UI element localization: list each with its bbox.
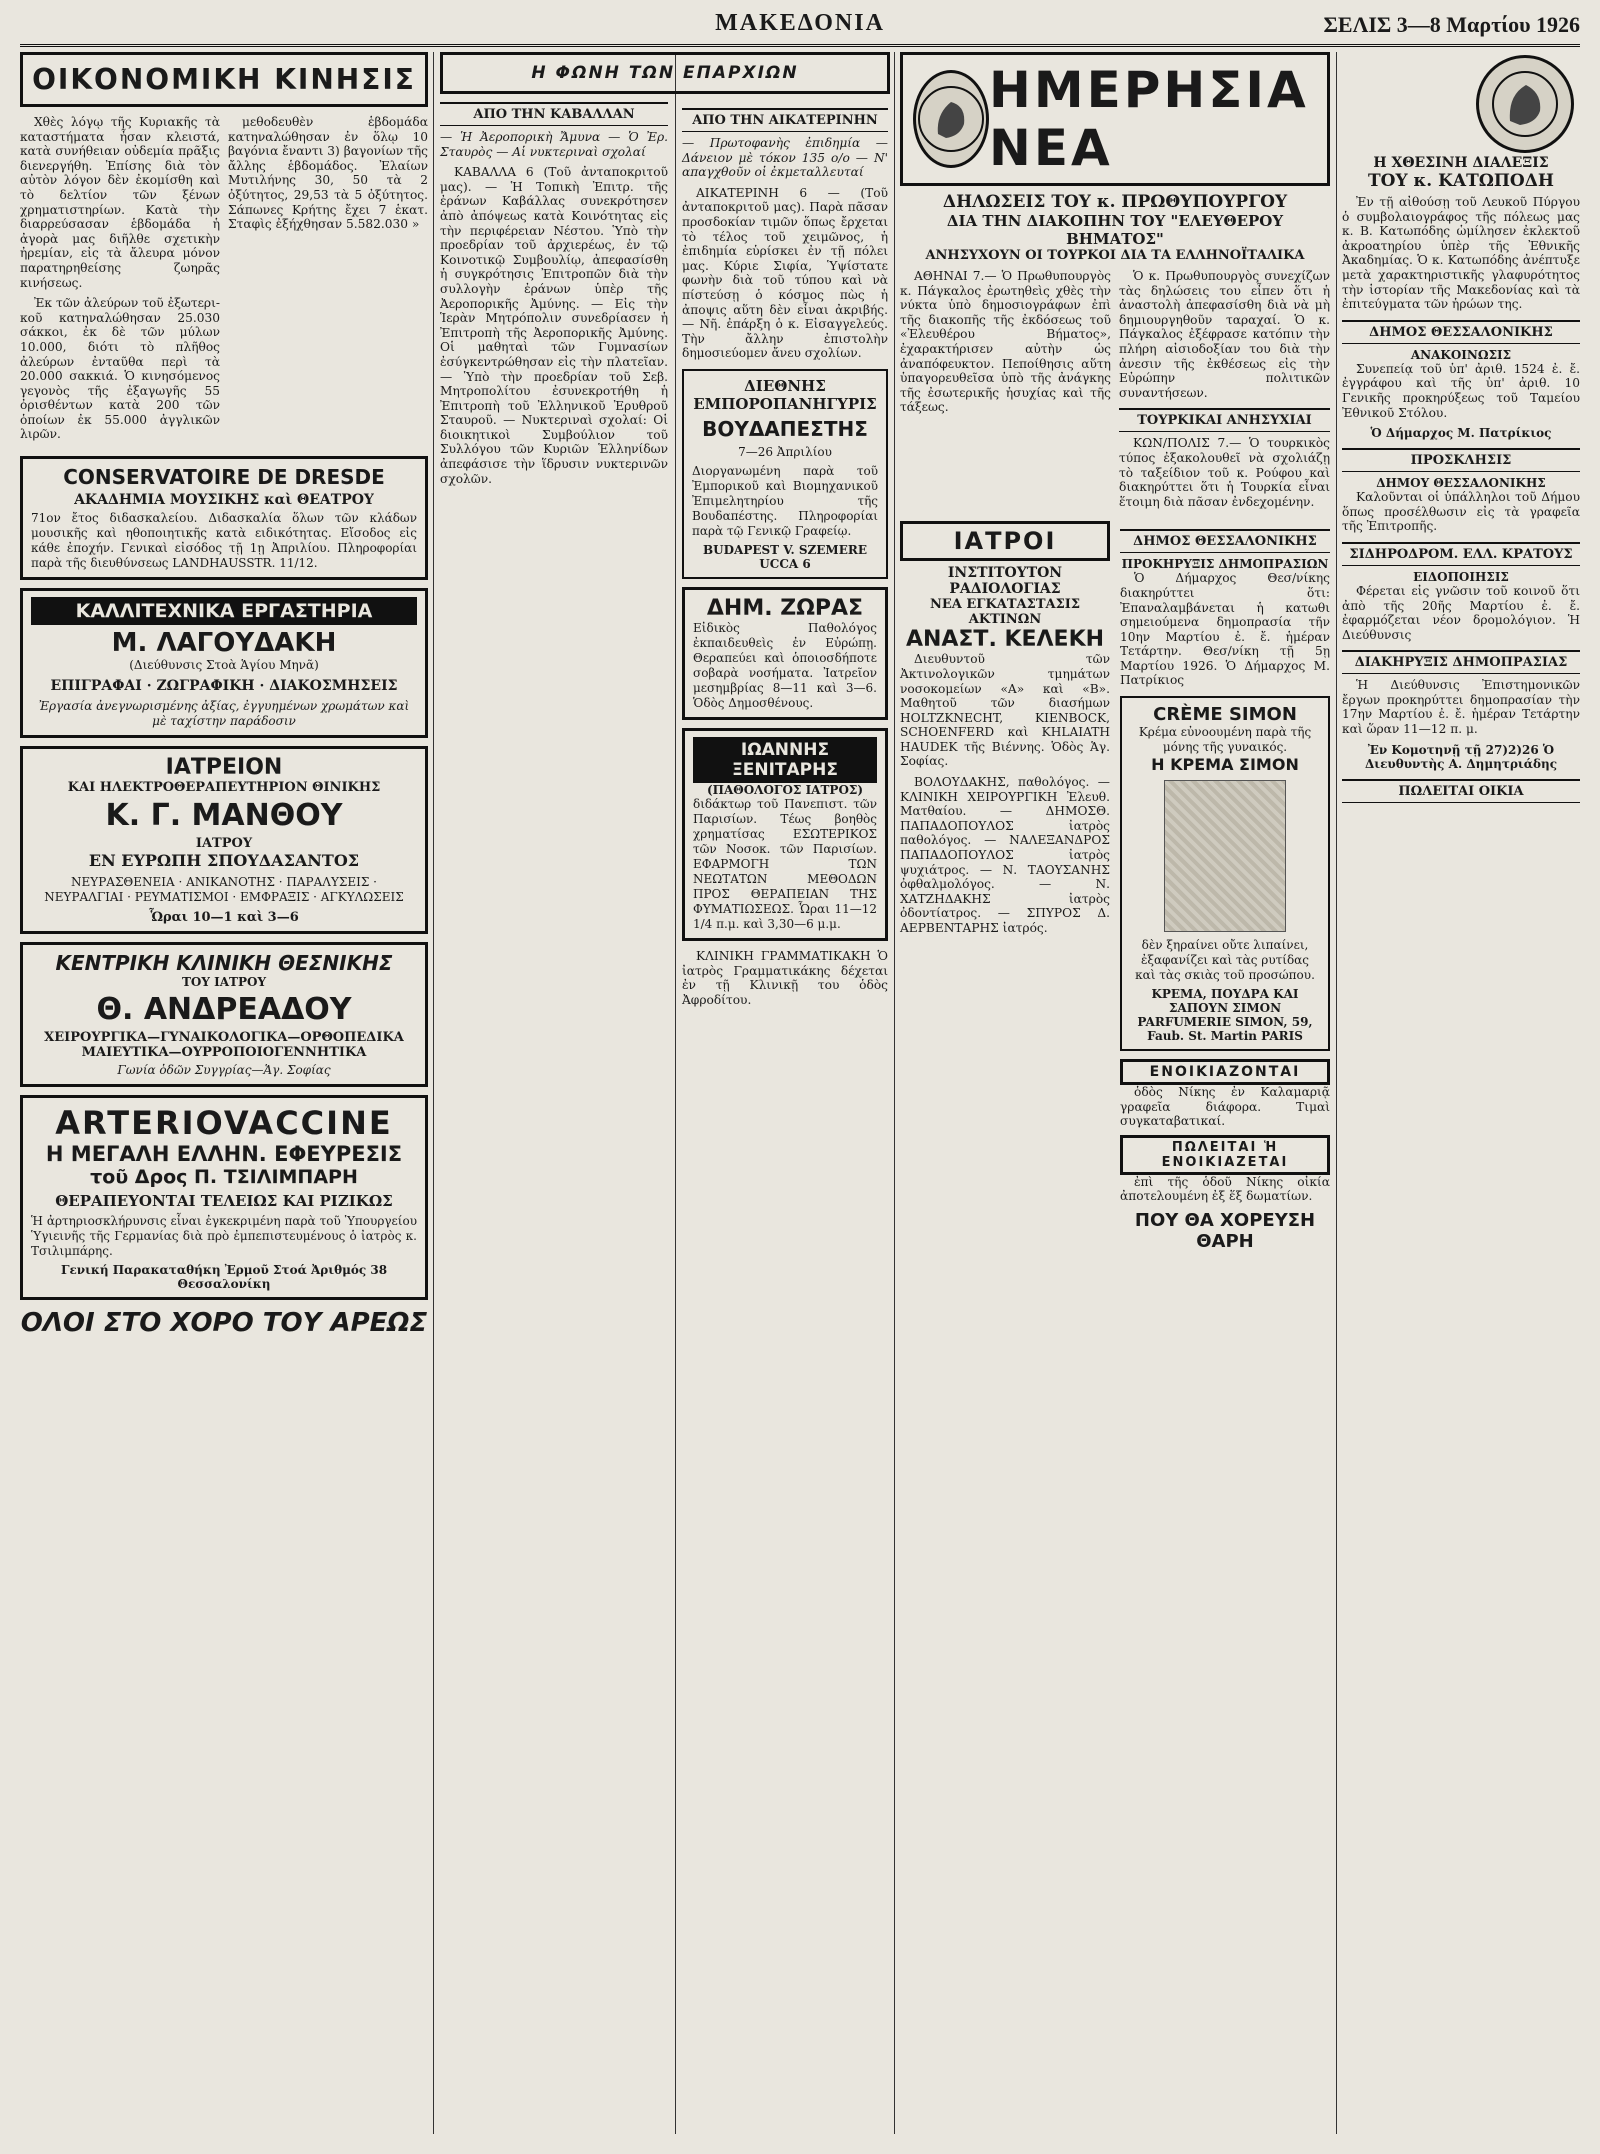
section-subheading: ΑΝΑΚΟΙΝΩΣΙΣ [1410,347,1512,362]
ad-name: Η ΚΡΕΜΑ ΣΙΜΟΝ [1151,755,1299,775]
daily-news-banner [900,52,1330,186]
ad-city: ΒΟΥΔΑΠΕΣΤΗΣ [702,416,868,441]
ad-clinic-manthou [20,746,428,934]
ad-address: BUDAPEST V. SZEMERE UCCA 6 [703,542,867,571]
section-heading: ΤΟΥΡΚΙΚΑΙ ΑΝΗΣΥΧΙΑΙ [1119,408,1330,432]
section-heading: ΔΗΜΟΣ ΘΕΣΣΑΛΟΝΙΚΗΣ [1342,320,1580,344]
ad-arteriovaccine [20,1095,428,1300]
ad-address: Γωνία ὁδῶν Συγγρίας—Ἁγ. Σοφίας [117,1063,331,1078]
ad-title: CRÈME SIMON [1153,704,1297,726]
section-heading: ΑΠΟ ΤΗΝ ΑΙΚΑΤΕΡΙΝΗΝ [682,108,888,132]
section-heading: ΑΠΟ ΤΗΝ ΚΑΒΑΛΛΑΝ [440,102,668,126]
ad-conservatoire [20,456,428,580]
column-daily-news [900,52,1330,2134]
ad-text: δὲν ξηραίνει οὔτε λιπαίνει, ἐξαφανίζει καὶ τὰς ρυτίδας καὶ τὰς σκιὰς τοῦ προσώπου. [1135,938,1315,983]
lead-headline: ΔΙΑ ΤΗΝ ΔΙΑΚΟΠΗΝ ΤΟΥ "ΕΛΕΥΘΕΡΟΥ ΒΗΜΑΤΟΣ" [946,212,1284,248]
article-text: ΑΙΚΑΤΕΡΙΝΗ 6 — (Τοῦ ἀνταποκριτοῦ μας). Παρὰ πᾶσαν προσδοκίαν τιμῶν ὅπως ἔρχεται τὸ τέλος τοῦ χειμῶνος, ἡ ἐπιδημία εὑρίσκει ἐν τῇ πόλει μας. Κύριε Σιφία, Ὑψίστατε φωνὴν διὰ τοῦ τύπου καὶ νὰ πίστεύσῃ ὁ κόσμος πὼς ἡ ἀποψις αὕτη δὲν εἶναι ἀκριβής. — Νῆ. ἐπάρξη ὁ κ. Εἰσαγγελεύς. Τὴν ἄλλην ἐπιστολὴν δημοσιεύομεν ἄνευ σχολίων. [682,185,888,361]
signature: Ἐν Κομοτηνῇ τῇ 27)2)26 Ὁ Διευθυντὴς Α. Δημητριάδης [1364,742,1558,771]
lead-headline: ΔΗΛΩΣΕΙΣ ΤΟΥ κ. ΠΡΩΘΥΠΟΥΡΓΟΥ [942,192,1288,212]
ad-address: (Διεύθυνσις Στοὰ Ἁγίου Μηνᾶ) [129,658,319,673]
economy-text: Χθὲς λόγῳ τῆς Κυριακῆς τὰ καταστήματα ἦσαν κλειστά, κατὰ συνήθειαν οὐδεμία πρᾶξις διενεργήθη. Ἐπίσης διὰ τὸν αὐτὸν λόγον δὲν ἐκομίσθη καὶ τὸ δελτίον τῶν ξένων χρηματιστηρίων. Κατὰ τὴν διαρρεύσασαν ἑβδομάδα ἡ ἀγορὰ μας διῆλθε σχετικὴν ἠρεμίαν, εἰς τὰ ἄλευρα μόνον παρατηρηθείσης ζωηρᾶς κινήσεως. [20,115,220,290]
ad-specialties: ΧΕΙΡΟΥΡΓΙΚΑ—ΓΥΝΑΙΚΟΛΟΓΙΚΑ—ΟΡΘΟΠΕΔΙΚΑ ΜΑΙΕΥΤΙΚΑ—ΟΥΡΡΟΠΟΙΟΓΕΝΝΗΤΙΚΑ [44,1030,404,1061]
philip-coin-icon [913,70,989,168]
section-heading: ΔΙΑΚΗΡΥΞΙΣ ΔΗΜΟΠΡΑΣΙΑΣ [1342,650,1580,674]
sale-text: ἐπὶ τῆς ὁδοῦ Νίκης οἰκία ἀποτελουμένη ἐξ ἕξ δωματίων. [1120,1174,1330,1204]
ad-hours: Ὧραι 10—1 καὶ 3—6 [149,910,299,926]
ad-shop: ΚΡΕΜΑ, ΠΟΥΔΡΑ ΚΑΙ ΣΑΠΟΥΝ ΣΙΜΟΝ PARFUMERIE SIMON, 59, Faub. St. Martin PARIS [1137,987,1313,1044]
newspaper-title: ΜΑΚΕΔΟΝΙΑ [715,10,885,36]
ad-role: (ΠΑΘΟΛΟΓΟΣ ΙΑΤΡΟΣ) [706,782,864,797]
institute-heading: ΙΝΣΤΙΤΟΥΤΟΝ ΡΑΔΙΟΛΟΓΙΑΣ [947,565,1063,598]
article-text: ΚΑΒΑΛΛΑ 6 (Τοῦ ἀνταποκριτοῦ μας). — Ἡ Τοπικὴ Ἐπιτρ. τῆς ἐράνων Καβάλλας συνεκρότησεν ἀπὸ ἀπόψεως κατὰ Κοινότητας εἰς τὴν περιφέρειαν Νέστου. Ὑπὸ τὴν προεδρίαν τοῦ ἀρχιερέως, ἐν τῷ Κοινοτικῷ Συμβουλίῳ, ἀπεφασίσθη ἡ συγκρότησις Ἐπιτροπῶν διὰ τὴν συλλογὴν ἐράνων ὑπὲρ τῆς Ἀεροπορικῆς Ἀμύνης. — Εἰς τὴν Ἱερὰν Μητρόπολιν συνεδρίασεν ἡ Ἐπιτροπὴ τῆς Ἀεροπορικῆς Ἀμύνης. Οἱ μαθηταὶ τῶν Γυμνασίων ἐσύγκεντρώθησαν εἰς τὴν πλατεῖαν. — Ὑπὸ τὴν προεδρίαν τοῦ Σεβ. Μητροπολίτου ἐσυνεκροτήθη ἡ Ἐπιτροπὴ τοῦ Ἐλληνικοῦ Ἐρυθροῦ Σταυροῦ. — Νυκτεριναὶ σχολαί: Οἱ διοικητικοὶ Συμβούλιον τοῦ Συλλόγου τῶν Κυριῶν Ἑλληνίδων ἀπεφάσισε τὴν ἵδρυσιν νυκτερινῶν σχολῶν. [440,165,668,486]
ad-role: ΙΑΤΡΟΥ [195,836,253,852]
rent-text: ὁδὸς Νίκης ἐν Καλαμαριᾷ γραφεῖα διάφορα. Τιμαὶ συγκαταβατικαί. [1120,1085,1330,1129]
column-right [1342,155,1580,2134]
ad-subtitle: ΑΚΑΔΗΜΙΑ ΜΟΥΣΙΚΗΣ καὶ ΘΕΑΤΡΟΥ [74,492,374,509]
section-heading: ΠΩΛΕΙΤΑΙ ΟΙΚΙΑ [1342,779,1580,803]
ad-subtitle: Κρέμα εὐνοουμένη παρὰ τῆς μόνης τῆς γυναικός. [1138,725,1312,755]
signature: Ὁ Δήμαρχος Μ. Πατρίκιος [1370,426,1552,441]
ad-doctor-zoras [682,587,888,720]
doctors-list: ΒΟΛΟΥΔΑΚΗΣ, παθολόγος. — ΚΛΙΝΙΚΗ ΧΕΙΡΟΥΡΓΙΚΗ Ἐλευθ. Ματθαίου. — ΔΗΜΟΣΘ. ΠΑΠΑΔΟΠΟΥΛΟΣ ἰατρὸς παθολόγος. — ΝΑΛΕΞΑΝΔΡΟΣ ΠΑΠΑΔΟΠΟΥΛΟΣ ἰατρὸς ψυχιάτρος. — Ν. ΤΑΟΥΣΑΝΗΣ ὀφθαλμολόγος. — Ν. ΧΑΤΖΗΔΑΚΗΣ ἰατρὸς ὀδοντίατρος. — ΣΠΥΡΟΣ Δ. ΑΕΡΒΕΝΤΑΡΗΣ ἰατρός. [900,775,1110,935]
ad-title: ΔΗΜ. ΖΩΡΑΣ [706,595,864,621]
article-text: Ἡ Διεύθυνσις Ἐπιστημονικῶν ἔργων προκηρύττει δημοπρασίαν τὴν 17ην Μαρτίου ἐ. ἔ. ἡμέραν Τετάρτην καὶ ὥραν 11—12 π. μ. [1342,678,1580,737]
article-text: Καλοῦνται οἱ ὑπάλληλοι τοῦ Δήμου ὅπως προσέλθωσιν εἰς τὰ γραφεῖα τῆς Ἐπιτροπῆς. [1342,490,1580,534]
ad-text: Εἰδικὸς Παθολόγος ἐκπαιδευθεὶς ἐν Εὐρώπῃ. Θεραπεύει καὶ ὁποιοσδήποτε σοβαρὰ νοσήματα. Ἰατρεῖον μεσημβρίας 8—11 καὶ 3—6. Ὁδὸς Δημοσθένους. [693,620,877,710]
ad-subtitle: Η ΜΕΓΑΛΗ ΕΛΛΗΝ. ΕΦΕΥΡΕΣΙΣ [45,1142,403,1167]
ad-study: ΕΝ ΕΥΡΩΠΗ ΣΠΟΥΔΑΣΑΝΤΟΣ [88,851,360,871]
footer-banner: ΟΛΟΙ ΣΤΟ ΧΟΡΟ ΤΟΥ ΑΡΕΩΣ [20,1308,428,1339]
section-bullets: — Πρωτοφανὴς ἐπιδημία — Δάνειον μὲ τόκον 135 ο/ο — Ν' απαγχθοῦν οἱ ἐκμεταλλευταί [682,136,888,180]
lecture-headline: Η ΧΘΕΣΙΝΗ ΔΙΑΛΕΞΙΣ [1373,155,1549,171]
economy-header: ΟΙΚΟΝΟΜΙΚΗ ΚΙΝΗΣΙΣ [20,52,428,107]
section-subheading: ΔΗΜΟΥ ΘΕΣΣΑΛΟΝΙΚΗΣ [1376,476,1546,491]
lead-subheadline: ΑΝΗΣΥΧΟΥΝ ΟΙ ΤΟΥΡΚΟΙ ΔΙΑ ΤΑ ΕΛΛΗΝΟΪΤΑΛΙΚΑ [925,248,1305,263]
ad-subtitle: ΚΑΙ ΗΛΕΚΤΡΟΘΕΡΑΠΕΥΤΗΡΙΟΝ ΘΙΝΙΚΗΣ [67,780,381,796]
ad-name: Κ. Γ. ΜΑΝΘΟΥ [105,798,343,834]
ad-dates: 7—26 Ἀπριλίου [738,444,832,459]
lead-text: Ὁ κ. Πρωθυπουργὸς συνεχίζων τὰς δηλώσεις του εἶπεν ὅτι ἡ ἀναστολὴ ἀπεφασίσθη διὰ νὰ μὴ δημιουργηθοῦν ταραχαί. Ὁ κ. Πάγκαλος ἐξέφρασε κατόπιν τὴν πλήρη αἰσιοδοξίαν του διὰ τὴν ἀνεσιν τῆς ἐκθέσεως εἰς τὴν Εὐρώπην πολιτικῶν συναντήσεων. [1119,269,1330,400]
column-rule [1336,52,1337,2134]
section-subheading: ΕΙΔΟΠΟΙΗΣΙΣ [1413,569,1509,584]
column-economy [20,52,428,2134]
column-rule [675,52,676,2134]
column-rule [894,52,895,2134]
sale-header: ΠΩΛΕΙΤΑΙ Ἡ ΕΝΟΙΚΙΑΖΕΤΑΙ [1120,1135,1330,1175]
masthead [20,8,1580,47]
footer-banner: ΠΟΥ ΘΑ ΧΟΡΕΥΣΗ ΘΑΡΗ [1134,1210,1316,1253]
ad-clinic-andreadou [20,942,428,1087]
ad-creme-simon [1120,696,1330,1051]
ad-title: ΙΑΤΡΕΙΟΝ [165,755,283,781]
section-heading: ΣΙΔΗΡΟΔΡΟΜ. ΕΛΛ. ΚΡΑΤΟΥΣ [1342,542,1580,566]
lecture-headline: ΤΟΥ κ. ΚΑΤΩΠΟΔΗ [1368,171,1554,191]
ad-name: Μ. ΛΑΓΟΥΔΑΚΗ [111,628,337,659]
ad-name: Θ. ΑΝΔΡΕΑΔΟΥ [96,992,352,1028]
ad-small-clinic: ΚΛΙΝΙΚΗ ΓΡΑΜΜΑΤΙΚΑΚΗ Ὁ ἰατρὸς Γραμματικάκης δέχεται ἐν τῇ Κλινικῇ του ὁδὸς Ἀφροδίτου. [682,948,888,1007]
ad-list: ΝΕΥΡΑΣΘΕΝΕΙΑ · ΑΝΙΚΑΝΟΤΗΣ · ΠΑΡΑΛΥΣΕΙΣ · ΝΕΥΡΑΛΓΙΑΙ · ΡΕΥΜΑΤΙΣΜΟΙ · ΕΜΦΡΑΞΙΣ · ΑΓΚΥΛΩΣΕΙΣ [44,875,404,905]
column-rule [433,52,434,2134]
ad-cure: ΘΕΡΑΠΕΥΟΝΤΑΙ ΤΕΛΕΙΩΣ ΚΑΙ ΡΙΖΙΚΩΣ [55,1192,393,1211]
ad-budapest-fair [682,369,888,579]
section-subheading: ΠΡΟΚΗΡΥΞΙΣ ΔΗΜΟΠΡΑΣΙΩΝ [1121,557,1329,572]
section-bullets: — Ἡ Ἀεροπορικὴ Ἄμυνα — Ὁ Ἐρ. Σταυρὸς — Αἱ νυκτεριναὶ σχολαί [440,130,668,159]
provinces-header: Η ΦΩΝΗ ΤΩΝ ΕΠΑΡΧΙΩΝ [440,52,890,94]
rent-header: ΕΝΟΙΚΙΑΖΟΝΤΑΙ [1120,1059,1330,1085]
article-text: Φέρεται εἰς γνῶσιν τοῦ κοινοῦ ὅτι ἀπὸ τῆς 20ῆς Μαρτίου ἐ. ἔ. ἐφαρμόζεται νέον δρομολόγιον. Ἡ Διεύθυνσις [1342,583,1580,642]
article-text: Συνεπείᾳ τοῦ ὑπ' ἀριθ. 1524 ἐ. ἔ. ἐγγράφου καὶ τῆς ὑπ' ἀριθ. 10 Γενικῆς προκηρύξεως τοῦ Ταμείου Ἐθνικοῦ Στόλου. [1342,361,1580,420]
ad-role: ΤΟΥ ΙΑΤΡΟΥ [181,975,267,990]
ad-services: ΕΠΙΓΡΑΦΑΙ · ΖΩΓΡΑΦΙΚΗ · ΔΙΑΚΟΣΜΗΣΕΙΣ [50,678,398,695]
economy-text: μεθοδευθὲν ἑβδομάδα κατηναλώθησαν ἐν ὅλῳ 10 βαγόνια ἔναντι 3) βαγονίων τῆς ἄλλης ἑβδομάδος. Ἐλαίων Μυτιλήνης 30, 50 τὰ 2 ὀξύτητος, 29,53 τὰ 5 ὀξύτητος. Σάπωνες Κρήτης ἔχει 7 ἑκατ. Σταφὶς ἐξήχθησαν 5.582.030 » [228,115,428,232]
ad-text: Διοργανωμένη παρὰ τοῦ Ἐμπορικοῦ καὶ Βιομηχανικοῦ Ἐπιμελητηρίου τῆς Βουδαπέστης. Πληροφορίαι παρὰ τῷ Γενικῷ Γραφείῳ. [692,463,878,538]
ad-agent: Γενική Παρακαταθήκη Ἐρμοῦ Στοά Ἀριθμός 38 Θεσσαλονίκη [60,1263,388,1292]
article-text: Ὁ Δήμαρχος Θεσ/νίκης διακηρύττει ὅτι: Ἐπαναλαμβάνεται ἡ κατωθι σημειούμενα δημοπρασία τῆν 10ην Μαρτίου ἐ. ἔ. ἡμέραν Τετάρτην. Θεσ/νίκη τῇ 5ῃ Μαρτίου 1926. Ὁ Δήμαρχος Μ. Πατρίκιος [1120,571,1330,688]
lecture-text: Ἐν τῇ αἰθούσῃ τοῦ Λευκοῦ Πύργου ὁ συμβολαιογράφος τῆς πόλεως μας κ. Β. Κατωπόδης ὡμίλησεν ἐκλεκτοῦ ἀκροατηρίου ὑπὲρ τῆς Ἐθνικῆς Ἀκαδημίας. Ὁ κ. Κατωπόδης ἀνέπτυξε μετὰ χαρακτηριστικῆς γλαφυρότητος τὴν ἱστορίαν τῆς Μακεδονίας καὶ τὰ ἐπιτεύγματα τῶν ἡρώων της. [1342,195,1580,312]
ad-doctor-xenitaris [682,728,888,941]
ad-title: ΙΩΑΝΝΗΣ ΞΕΝΙΤΑΡΗΣ [693,737,877,783]
ad-note: Ἐργασία ἀνεγνωρισμένης ἀξίας, ἐγγυημένων χρωμάτων καὶ μὲ ταχίστην παράδοσιν [38,699,410,729]
doctors-header: ΙΑΤΡΟΙ [900,521,1110,561]
ad-text: Ἡ ἀρτηριοσκλήρυνσις εἶναι ἐγκεκριμένη παρὰ τοῦ Ὑπουργείου Ὑγιεινῆς τῆς Γερμανίας διὰ πρὸ ἐμπεπιστευμένους ὁ ἰατρὸς κ. Τσιλιμπάρης. [31,1214,417,1259]
economy-text: Ἐκ τῶν ἀλεύρων τοῦ ἐξωτερικοῦ κατηναλώθησαν 25.030 σάκκοι, ἐκ δὲ τῶν μύλων 10.000, διότι τὸ πλῆθος ἀλεύρων ἐνταῦθα περὶ τὰ 20.000 σακκιά. Ὁ κινησόμενος γεγονὸς τῆς ἐξαγωγῆς 55 ὀρισθέντων κατὰ 200 τῶν ὁποίων ἐκ 55.000 ἀγγλικῶν λιρῶν. [20,296,220,442]
ad-title: ARTERIOVACCINE [55,1104,393,1143]
ad-title: CONSERVATOIRE DE DRESDE [63,465,385,490]
section-heading: ΠΡΟΣΚΛΗΣΙΣ [1342,448,1580,472]
ad-title: ΚΕΝΤΡΙΚΗ ΚΛΙΝΙΚΗ ΘΕΣΝΙΚΗΣ [55,951,393,976]
section-heading: ΔΗΜΟΣ ΘΕΣΣΑΛΟΝΙΚΗΣ [1120,529,1330,553]
institute-text: Διευθυντοῦ τῶν Ἀκτινολογικῶν τμημάτων νοσοκομείων «Α» καὶ «Β». Μαθητοῦ τῶν διασήμων HOLTZKNECHT, KIENBOCK, SCHOENFERD καὶ KHLAIATH HAUDEK τῆς Βιέννης. Ὁδὸς Ἁγ. Σοφίας. [900,652,1110,769]
woman-portrait-image [1164,780,1286,932]
issue-date: ΣΕΛΙΣ 3—8 Μαρτίου 1926 [1323,12,1580,37]
column-katerini [682,100,888,2134]
article-text: ΚΩΝ/ΠΟΛΙΣ 7.— Ὁ τουρκικὸς τύπος ἐξακολουθεῖ νὰ σχολιάζῃ τὸ ταξείδιον τοῦ κ. Ρούφου καὶ διακηρύττει ὅτι ἡ Τουρκία εἶναι ἕτοιμη διὰ πᾶσαν ἐνδεχομένην. [1119,436,1330,509]
ad-text: 71ον ἔτος διδασκαλείου. Διδασκαλία ὅλων τῶν κλάδων μουσικῆς καὶ ηθοποιητικῆς κατὰ ειδικότητας. Εἴσοδος εἰς κάθε ἐποχήν. Γενικαὶ εἰσόδος τῇ 1ῃ Ἀπριλίου. Πληροφορίαι παρὰ τῆς διευθύνσεως LANDHAUSSTR. 11/12. [31,511,417,571]
institute-name: ΑΝΑΣΤ. ΚΕΛΕΚΗ [905,627,1105,653]
institute-subheading: ΝΕΑ ΕΓΚΑΤΑΣΤΑΣΙΣ ΑΚΤΙΝΩΝ [929,597,1081,628]
ad-inventor: τοῦ Δρος Π. ΤΣΙΛΙΜΠΑΡΗ [90,1166,358,1189]
ad-title: ΚΑΛΛΙΤΕΧΝΙΚΑ ΕΡΓΑΣΤΗΡΙΑ [31,597,417,625]
ad-workshop [20,588,428,738]
ad-text: διδάκτωρ τοῦ Πανεπιστ. τῶν Παρισίων. Τέως βοηθὸς χρηματίσας ΕΣΩΤΕΡΙΚΟΣ τῶν Νοσοκ. τῶν Παρισίων. ΕΦΑΡΜΟΓΗ ΤΩΝ ΝΕΩΤΑΤΩΝ ΜΕΘΟΔΩΝ ΠΡΟΣ ΘΕΡΑΠΕΙΑΝ ΤΗΣ ΦΥΜΑΤΙΩΣΕΩΣ. Ὧραι 11—12 1/4 π.μ. καὶ 3,30—6 μ.μ. [693,796,877,931]
alexander-coin-icon [1476,55,1574,153]
ad-title: ΔΙΕΘΝΗΣ ΕΜΠΟΡΟΠΑΝΗΓΥΡΙΣ [693,376,877,413]
lead-text: ΑΘΗΝΑΙ 7.— Ὁ Πρωθυπουργὸς κ. Πάγκαλος ἐρωτηθεὶς χθὲς τὴν νύκτα ὑπὸ δημοσιογράφων ἐπὶ τῆς διακοπῆς τῆς ἐκδόσεως τοῦ «Ἐλευθέρου Βήματος», ἐχαρακτήρισεν αὐτὴν ὡς ἀναπόφευκτον. Πεποίθησις αὕτη ὑπαγορευθεῖσα ὑπὸ τῆς ἀνάγκης τῆς ἐσωτερικῆς ἡσυχίας καὶ τῆς τάξεως. [900,269,1111,415]
daily-news-title: ΗΜΕΡΗΣΙΑ ΝΕΑ [989,61,1309,177]
